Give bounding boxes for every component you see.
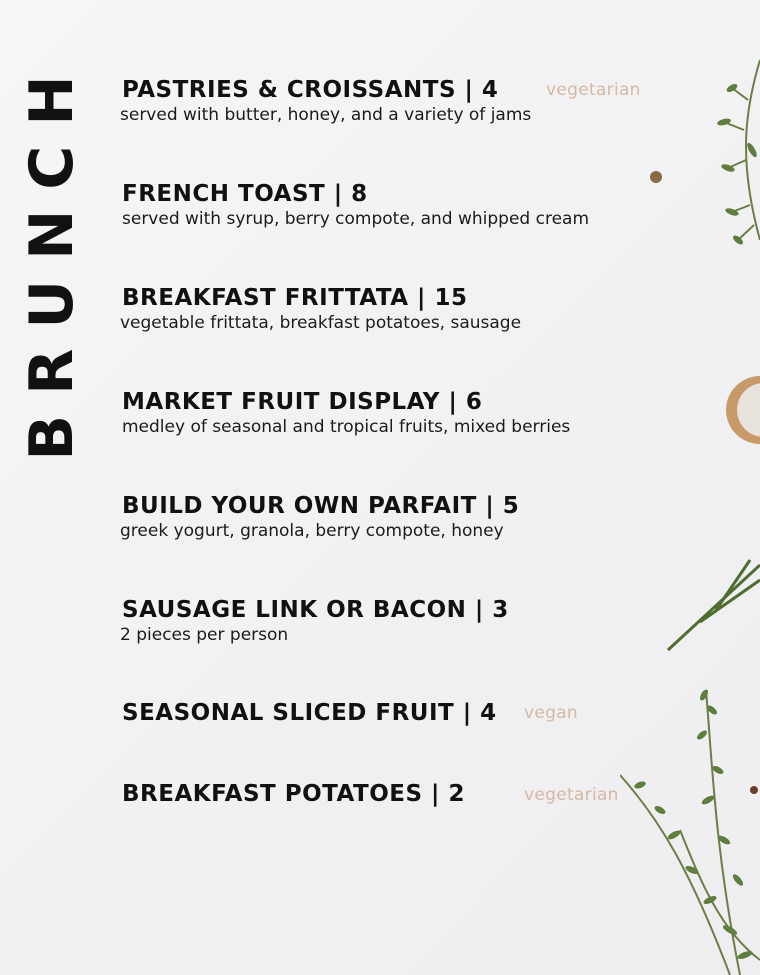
- thyme-sprig-bottom-icon: [620, 690, 760, 975]
- item-name: BUILD YOUR OWN PARFAIT | 5: [122, 493, 520, 519]
- item-desc: greek yogurt, granola, berry compote, honey: [120, 521, 504, 541]
- menu-item-french-toast: [122, 180, 589, 230]
- item-name: SEASONAL SLICED FRUIT | 4: [122, 700, 497, 726]
- thyme-leaves-top: [716, 82, 758, 246]
- item-name: FRENCH TOAST | 8: [122, 181, 368, 207]
- item-desc: medley of seasonal and tropical fruits, mixed berries: [122, 417, 571, 437]
- item-name: PASTRIES & CROISSANTS | 4: [122, 77, 499, 103]
- salt-bowl-icon: [726, 376, 760, 444]
- tag-vegetarian: vegetarian: [546, 80, 641, 100]
- peppercorn-icon: [650, 171, 662, 183]
- peppercorn-icon: [750, 786, 758, 794]
- menu-item-fruit-display: [122, 388, 570, 438]
- menu-item-frittata: [122, 284, 521, 334]
- menu-item-sausage-bacon: [122, 596, 509, 646]
- item-name: SAUSAGE LINK OR BACON | 3: [122, 597, 509, 623]
- menu-item-potatoes: [122, 780, 465, 808]
- item-name: BREAKFAST FRITTATA | 15: [122, 285, 468, 311]
- menu-item-pastries: [122, 76, 531, 126]
- item-desc: vegetable frittata, breakfast potatoes, sausage: [120, 313, 522, 333]
- menu-item-parfait: [122, 492, 519, 542]
- tag-vegan: vegan: [524, 703, 579, 723]
- tag-vegetarian: vegetarian: [524, 785, 619, 805]
- thyme-leaves-bottom: [633, 688, 753, 960]
- herb-decoration: [620, 0, 760, 975]
- rosemary-sprig-icon: [668, 560, 760, 650]
- item-name: BREAKFAST POTATOES | 2: [122, 781, 465, 807]
- menu-item-sliced-fruit: [122, 699, 497, 727]
- thyme-sprig-top-icon: [724, 60, 760, 240]
- menu-title-vertical: [0, 0, 110, 520]
- item-desc: served with butter, honey, and a variety of jams: [120, 105, 532, 125]
- item-desc: served with syrup, berry compote, and whipped cream: [122, 209, 590, 229]
- item-name: MARKET FRUIT DISPLAY | 6: [122, 389, 483, 415]
- menu-title: BRUNCH: [17, 55, 87, 461]
- item-desc: 2 pieces per person: [120, 625, 289, 645]
